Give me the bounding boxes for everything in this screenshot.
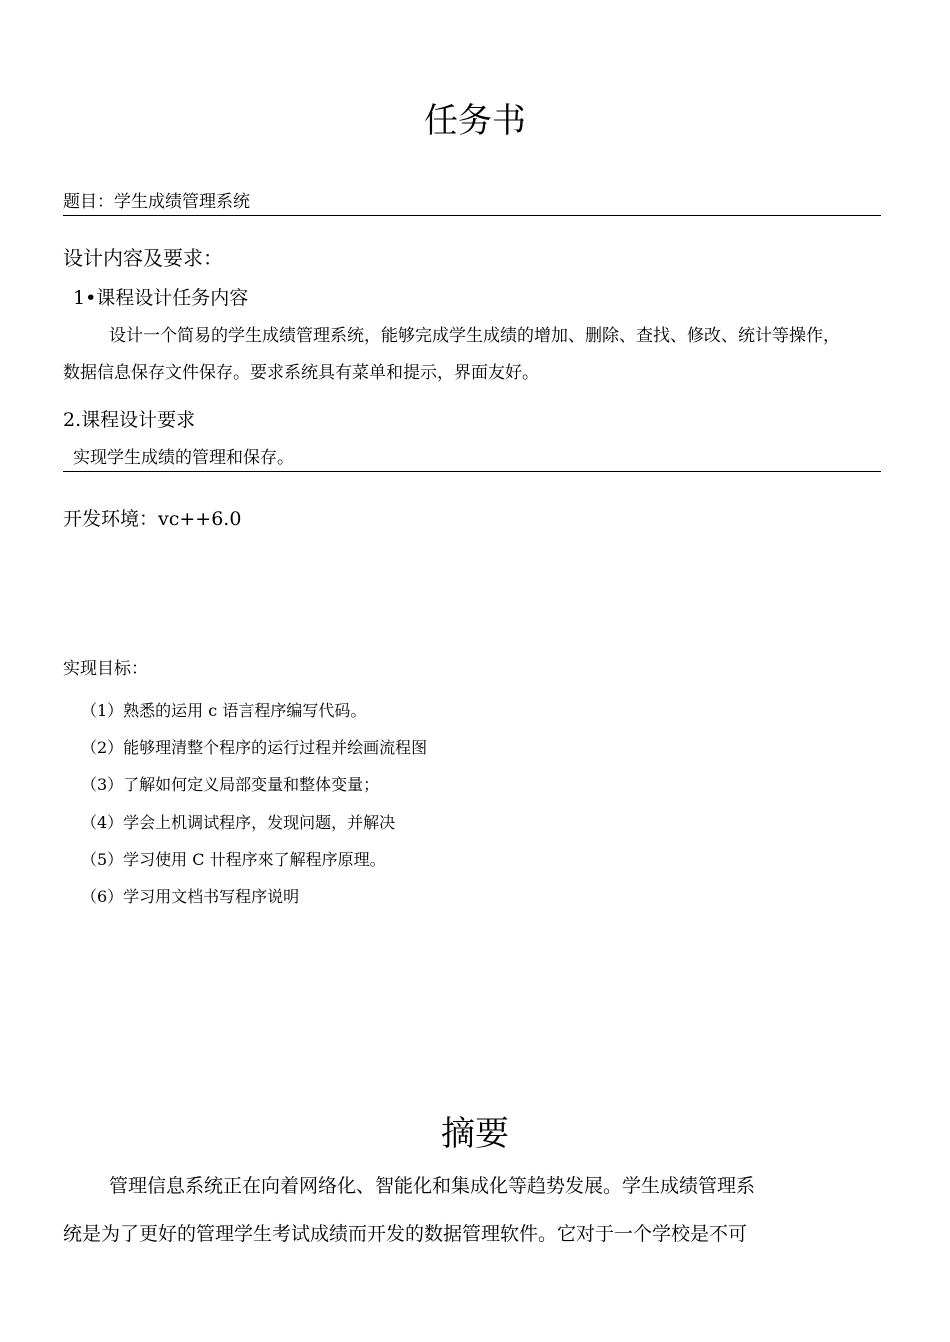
goal-item: （4）学会上机调试程序，发现问题，并解决 bbox=[81, 813, 396, 832]
goal-item: （2）能够理清整个程序的运行过程并绘画流程图 bbox=[81, 738, 428, 757]
item1-body-line2: 数据信息保存文件保存。要求系统具有菜单和提示，界面友好。 bbox=[63, 363, 539, 383]
abstract-title: 摘要 bbox=[441, 1114, 509, 1154]
abstract-line1: 管理信息系统正在向着网络化、智能化和集成化等趋势发展。学生成绩管理系 bbox=[109, 1175, 756, 1197]
item2-heading: 2.课程设计要求 bbox=[63, 409, 196, 431]
task-book-title: 任务书 bbox=[424, 101, 526, 141]
item1-heading: 1•课程设计任务内容 bbox=[73, 287, 249, 309]
goal-item: （5）学习使用 C 卄程序來了解程序原理。 bbox=[81, 850, 386, 869]
goal-item: （1）熟悉的运用 c 语言程序编写代码。 bbox=[81, 701, 367, 720]
dev-environment: 开发环境：vc++6.0 bbox=[63, 508, 242, 530]
item1-body-line1: 设计一个简易的学生成绩管理系统，能够完成学生成绩的增加、删除、查找、修改、统计等操作， bbox=[109, 326, 840, 346]
topic-line: 题目：学生成绩管理系统 bbox=[63, 192, 250, 212]
goal-item: （3）了解如何定义局部变量和整体变量； bbox=[81, 775, 380, 794]
item2-underline bbox=[63, 471, 881, 472]
topic-underline bbox=[63, 215, 881, 216]
abstract-line2: 统是为了更好的管理学生考试成绩而开发的数据管理软件。它对于一个学校是不可 bbox=[63, 1223, 748, 1245]
goal-item: （6）学习用文档书写程序说明 bbox=[81, 887, 300, 906]
design-content-heading: 设计内容及要求： bbox=[63, 246, 223, 270]
item2-body: 实现学生成绩的管理和保存。 bbox=[73, 448, 294, 468]
goals-heading: 实现目标： bbox=[63, 659, 148, 679]
